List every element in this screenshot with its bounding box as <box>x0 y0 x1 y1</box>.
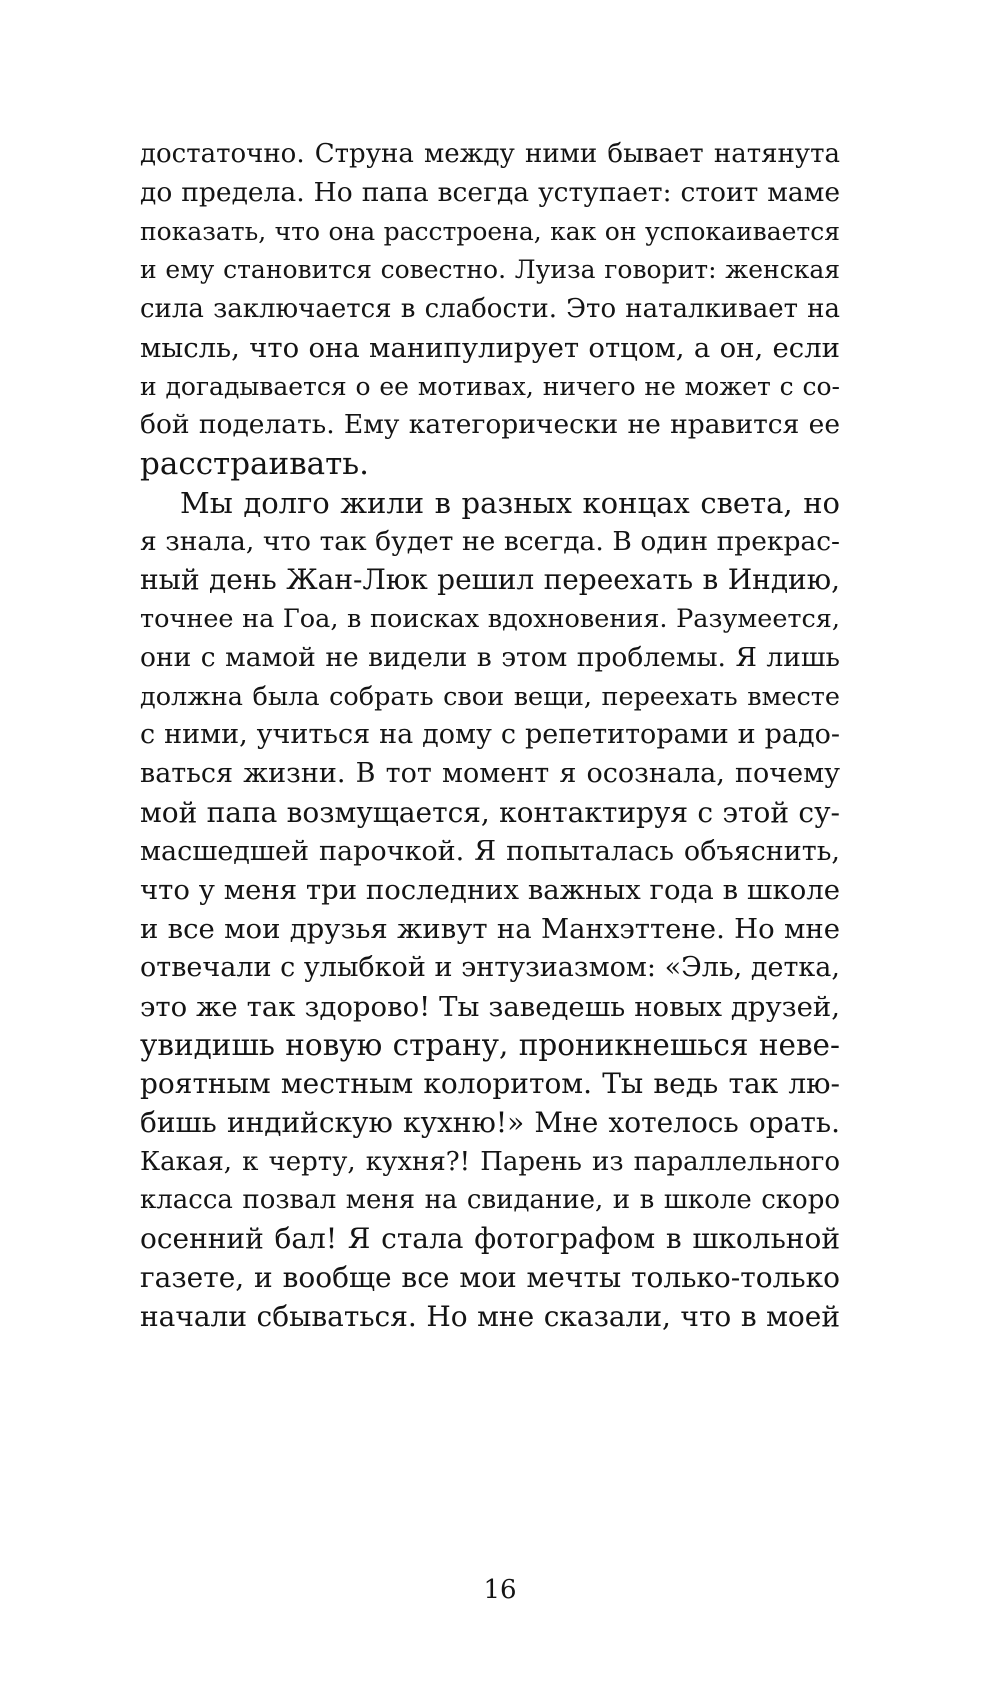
text-line: Какая, к черту, кухня?! Парень из параллельного <box>140 1146 840 1177</box>
text-line: они с мамой не видели в этом проблемы. Я лишь <box>140 641 840 673</box>
text-line: бой поделать. Ему категорически не нравится ее <box>140 409 840 441</box>
text-line: роятным местным колоритом. Ты ведь так лю- <box>140 1067 840 1100</box>
paragraph <box>140 135 840 484</box>
text-line: масшедшей парочкой. Я попыталась объяснить, <box>140 835 840 867</box>
text-line: отвечали с улыбкой и энтузиазмом: «Эль, детка, <box>140 951 840 983</box>
text-line: мысль, что она манипулирует отцом, а он, если <box>140 331 840 364</box>
body-text <box>140 135 840 1336</box>
text-line: мой папа возмущается, контактируя с этой су- <box>140 795 840 829</box>
text-line: осенний бал! Я стала фотографом в школьной <box>140 1222 840 1255</box>
text-line: ный день Жан-Люк решил переехать в Индию, <box>140 563 840 597</box>
text-line: точнее на Гоа, в поисках вдохновения. Разумеется, <box>140 604 840 634</box>
text-line: бишь индийскую кухню!» Мне хотелось орать. <box>140 1105 840 1139</box>
text-line: это же так здорово! Ты заведешь новых друзей, <box>140 990 840 1023</box>
text-line: расстраивать. <box>140 446 370 482</box>
text-line: начали сбываться. Но мне сказали, что в моей <box>140 1299 840 1333</box>
text-line: достаточно. Струна между ними бывает натянута <box>140 139 840 169</box>
text-line: показать, что она расстроена, как он успокаивается <box>140 216 840 246</box>
text-line: с ними, учиться на дому с репетиторами и радо- <box>140 719 840 751</box>
paragraph <box>140 484 840 1337</box>
text-line: должна была собрать свои вещи, переехать вместе <box>140 681 840 712</box>
text-line: и ему становится совестно. Луиза говорит: женская <box>140 255 840 285</box>
page-number: 16 <box>483 1575 517 1605</box>
text-line: сила заключается в слабости. Это наталкивает на <box>140 294 840 324</box>
text-line: и догадывается о ее мотивах, ничего не может с со- <box>140 371 840 401</box>
text-line: до предела. Но папа всегда уступает: стоит маме <box>140 176 840 208</box>
text-line: что у меня три последних важных года в школе <box>140 874 840 907</box>
text-line: я знала, что так будет не всегда. В один прекрас- <box>140 525 840 557</box>
text-line: газете, и вообще все мои мечты только-только <box>140 1260 840 1294</box>
text-line: и все мои друзья живут на Манхэттене. Но мне <box>140 913 840 945</box>
text-line: увидишь новую страну, проникнешься неве- <box>140 1028 840 1063</box>
text-line: Мы долго жили в разных концах света, но <box>180 485 840 520</box>
text-line: ваться жизни. В тот момент я осознала, почему <box>140 758 840 789</box>
text-line: класса позвал меня на свидание, и в школе скоро <box>140 1185 840 1216</box>
